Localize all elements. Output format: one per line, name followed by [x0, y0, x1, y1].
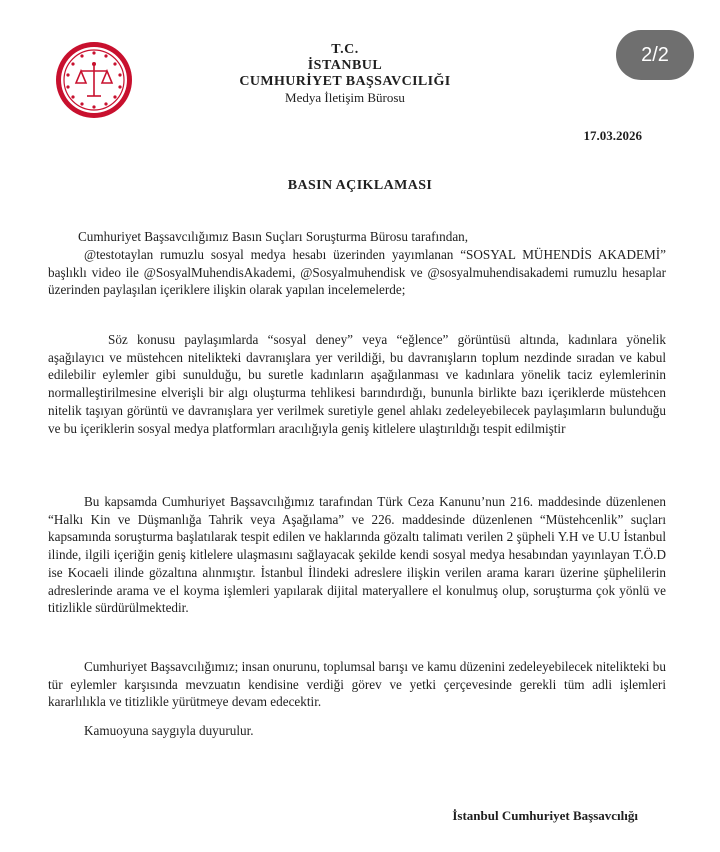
header-office: CUMHURİYET BAŞSAVCILIĞI — [239, 74, 451, 89]
page-counter-badge: 2/2 — [616, 30, 694, 80]
paragraph-intro: Cumhuriyet Başsavcılığımız Basın Suçları Soruşturma Bürosu tarafından, — [78, 229, 469, 244]
paragraph-2: Söz konusu paylaşımlarda “sosyal deney” veya “eğlence” görüntüsü altında, kadınlara yönelik aşağılayıcı ve müstehcen nitelikteki davranışlara yer verildiği, bu davranışların toplum nezdinde sıradan ve kabul edilebilir eylemler gibi sunulduğu, bu suretle kadınların aşağılanması ve kadınlara yönelik taciz eylemlerinin normalleştirilmesine elverişli bir algı oluşturma tehlikesi barındırdığı, bununla birlikte bazı içeriklerde müstehcen nitelik taşıyan görüntü ve davranışlara yer verilmek suretiyle genel ahlakı zedeleyebilecek paylaşımların bulunduğu ve bu içeriklerin sosyal medya platformları aracılığıyla geniş kitlelere ulaştırıldığı tespit edilmiştir — [48, 332, 666, 436]
header-country: T.C. — [331, 42, 359, 57]
paragraph-4: Cumhuriyet Başsavcılığımız; insan onurunu, toplumsal barışı ve kamu düzenini zedeleyebilecek nitelikteki bu tür eylemler karşısında mevzuatın kendisine verdiği görev ve yetki çerçevesinde gerekli tüm adli işlemleri kararlılıkla ve titizlikle yürütmeye devam edecektir. — [48, 659, 666, 710]
signature: İstanbul Cumhuriyet Başsavcılığı — [452, 808, 638, 823]
prosecutor-seal-icon — [54, 40, 134, 120]
paragraph-3: Bu kapsamda Cumhuriyet Başsavcılığımız tarafından Türk Ceza Kanunu’nun 216. maddesinde düzenlenen “Halkı Kin ve Düşmanlığa Tahrik veya Aşağılama” ve 226. maddesinde düzenlenen “Müstehcenlik” suçları kapsamında soruşturma başlatılarak tespit edilen ve haklarında gözaltı talimatı verilen 2 şüpheli Y.H ve U.U İstanbul ilinde, ilgili içeriğin geniş kitlelere ulaşmasını sağlayacak şekilde kendi sosyal medya hesabından yayınlayan T.Ö.D ise Kocaeli ilinde gözaltına alınmıştır. İstanbul İlindeki adreslere ilişkin verilen arama kararı üzerine şüphelilerin adreslerinde arama ve el koyma işlemleri yapılarak dijital materyallere el konulmuş olup, soruşturma çok yönlü ve titizlikle sürdürülmektedir. — [48, 494, 666, 616]
paragraph-1: @testotaylan rumuzlu sosyal medya hesabı üzerinden yayımlanan “SOSYAL MÜHENDİS AKADEMİ” başlıklı video ile @SosyalMuhendisAkademi, @Sosyalmuhendisk ve @sosyalmuhendisakademi rumuzlu hesaplar üzerinden paylaşılan içeriklere ilişkin olarak yapılan incelemelerde; — [48, 247, 666, 298]
header-bureau: Medya İletişim Bürosu — [285, 90, 405, 105]
letterhead — [200, 42, 490, 106]
header-city: İSTANBUL — [307, 58, 383, 73]
closing-line: Kamuoyuna saygıyla duyurulur. — [84, 723, 254, 738]
document-date: 17.03.2026 — [583, 128, 642, 143]
document-title: BASIN AÇIKLAMASI — [287, 178, 433, 193]
